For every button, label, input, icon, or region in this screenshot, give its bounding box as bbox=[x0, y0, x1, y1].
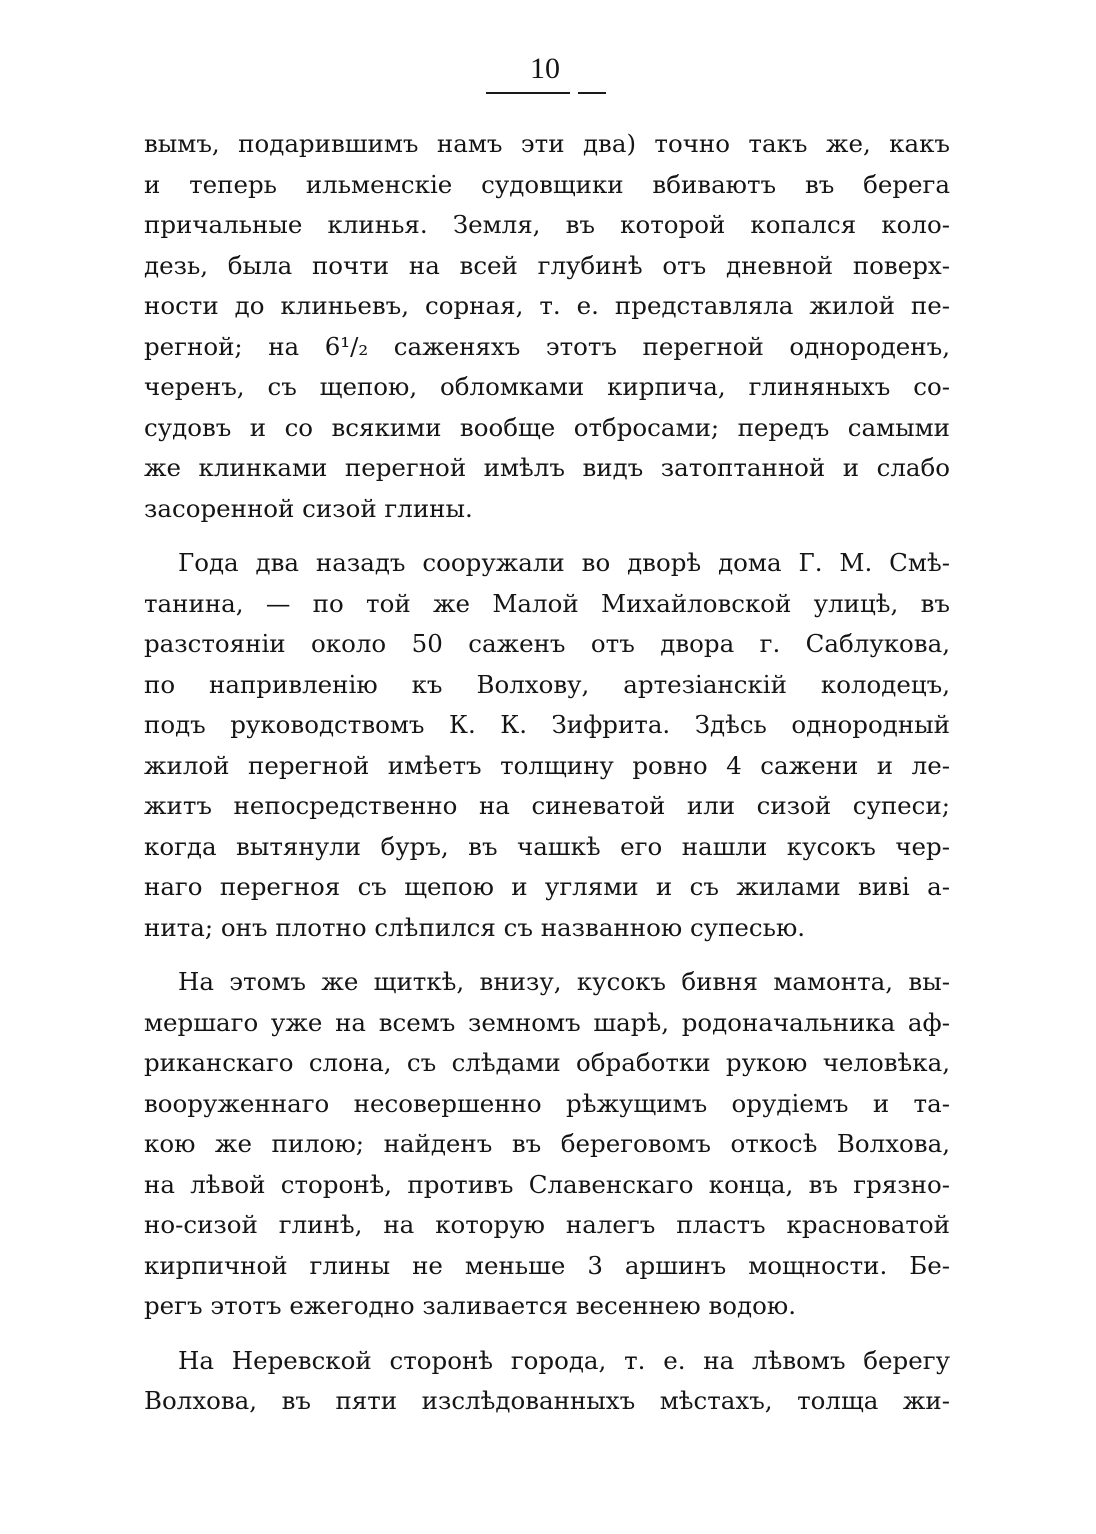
text-line: подъ руководствомъ К. К. Зифрита. Здѣсь однородный bbox=[144, 710, 950, 739]
text-line: риканскаго слона, съ слѣдами обработки рукою человѣка, bbox=[144, 1048, 950, 1077]
text-line: судовъ и со всякими вообще отбросами; передъ самыми bbox=[144, 412, 950, 442]
text-line: разстояніи около 50 саженъ отъ двора г. Саблукова, bbox=[144, 629, 950, 658]
text-line: вооруженнаго несовершенно рѣжущимъ орудіемъ и та- bbox=[144, 1088, 950, 1118]
text-line: На Неревской сторонѣ города, т. е. на лѣвомъ берегу bbox=[178, 1345, 950, 1375]
text-line: Волхова, въ пяти изслѣдованныхъ мѣстахъ, толща жи- bbox=[144, 1386, 950, 1415]
text-line: и теперь ильменскіе судовщики вбиваютъ въ берега bbox=[144, 169, 950, 199]
text-line: Года два назадъ сооружали во дворѣ дома Г. М. Смѣ- bbox=[178, 548, 950, 577]
text-line: регной; на 6¹/₂ саженяхъ этотъ перегной однороденъ, bbox=[144, 331, 950, 361]
text-line: мершаго уже на всемъ земномъ шарѣ, родоначальника аф- bbox=[144, 1007, 950, 1037]
text-line: регъ этотъ ежегодно заливается весеннею водою. bbox=[144, 1291, 796, 1320]
text-line: когда вытянули буръ, въ чашкѣ его нашли кусокъ чер- bbox=[144, 831, 950, 861]
text-line: по напривленію къ Волхову, артезіанскій колодецъ, bbox=[144, 669, 950, 699]
text-line: засоренной сизой глины. bbox=[144, 493, 473, 523]
paragraph-3 bbox=[144, 962, 950, 1327]
text-line: кирпичной глины не меньше 3 аршинъ мощности. Бе- bbox=[144, 1250, 950, 1280]
text-line: но-сизой глинѣ, на которую налегъ пластъ красноватой bbox=[144, 1210, 950, 1239]
body-text bbox=[144, 124, 950, 1422]
paragraph-1 bbox=[144, 124, 950, 529]
text-line: нита; онъ плотно слѣпился съ названною супесью. bbox=[144, 912, 806, 942]
text-line: же клинками перегной имѣлъ видъ затоптанной и слабо bbox=[144, 453, 950, 482]
text-line: ности до клиньевъ, сорная, т. е. представляла жилой пе- bbox=[144, 291, 950, 320]
text-line: наго перегноя съ щепою и углями и съ жилами виві а- bbox=[144, 872, 950, 901]
page-number: 10 bbox=[530, 52, 560, 85]
page-header bbox=[0, 52, 1096, 86]
text-line: на лѣвой сторонѣ, противъ Славенскаго конца, въ грязно- bbox=[144, 1169, 950, 1199]
header-rule bbox=[486, 92, 606, 94]
paragraph-2 bbox=[144, 543, 950, 948]
text-line: кою же пилою; найденъ въ береговомъ откосѣ Волхова, bbox=[144, 1129, 950, 1158]
text-line: На этомъ же щиткѣ, внизу, кусокъ бивня мамонта, вы- bbox=[178, 967, 950, 996]
text-line: дезь, была почти на всей глубинѣ отъ дневной поверх- bbox=[144, 250, 950, 280]
text-line: вымъ, подарившимъ намъ эти два) точно такъ же, какъ bbox=[144, 129, 950, 158]
text-line: танина, — по той же Малой Михайловской улицѣ, въ bbox=[144, 588, 950, 618]
text-line: житъ непосредственно на синеватой или сизой супеси; bbox=[144, 791, 950, 820]
text-line: жилой перегной имѣетъ толщину ровно 4 сажени и ле- bbox=[144, 750, 950, 780]
text-line: черенъ, съ щепою, обломками кирпича, глиняныхъ со- bbox=[144, 372, 950, 401]
text-line: причальные клинья. Земля, въ которой копался коло- bbox=[144, 210, 950, 239]
paragraph-4 bbox=[144, 1341, 950, 1422]
